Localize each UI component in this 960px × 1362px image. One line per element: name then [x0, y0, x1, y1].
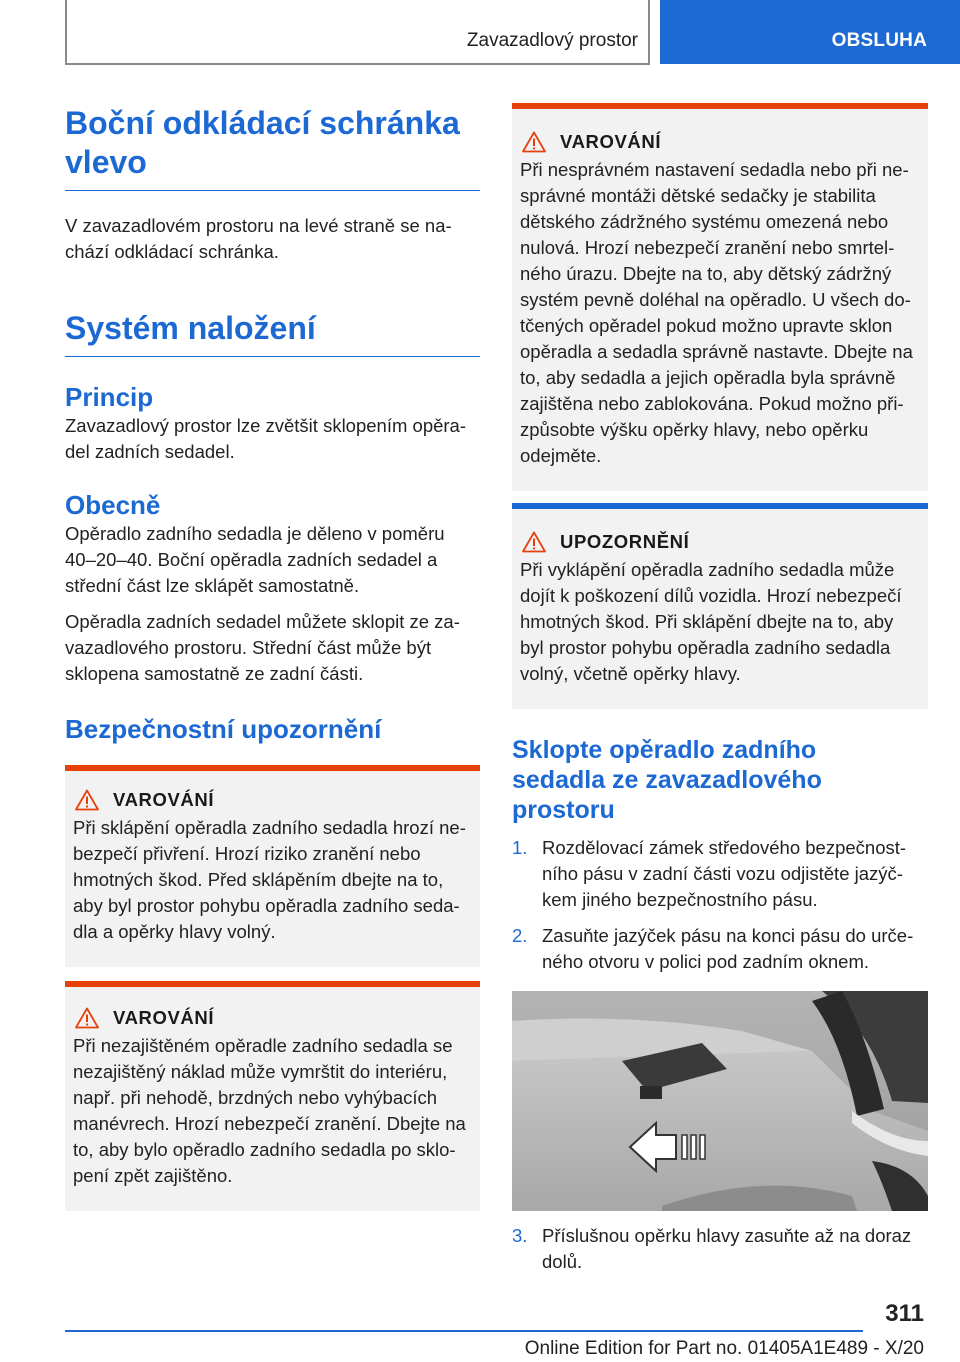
principle-paragraph: Zavazadlový prostor lze zvětšit sklopením opěra-del zadních sedadel. — [65, 415, 467, 462]
heading-side-compartment: Boční odkládací schránka vlevo — [65, 105, 460, 180]
step-number: 2. — [512, 925, 528, 946]
notice-box — [512, 503, 928, 709]
header-chapter-label: OBSLUHA — [831, 30, 927, 51]
list-item — [512, 835, 928, 913]
heading-rule — [65, 356, 480, 357]
right-column — [512, 103, 928, 1275]
list-item — [512, 1223, 928, 1275]
heading-safety: Bezpečnostní upozornění — [65, 714, 382, 744]
heading-loading-system: Systém naložení — [65, 310, 316, 346]
warning-triangle-icon — [522, 531, 546, 553]
header-section-title: Zavazadlový prostor — [466, 30, 638, 51]
notice-text: Při vyklápění opěradla zadního sedadla může dojít k poškození dílů vozidla. Hrozí nebezpečí hmotných škod. Při sklápění dbejte na to, aby byl prostor pohybu opěradla zadního sedadla volný, včetně opěrky hlavy. — [520, 559, 902, 684]
warning-text: Při sklápění opěradla zadního sedadla hrozí ne-bezpečí přivření. Hrozí riziko zranění nebo hmotných škod. Před sklápěním dbejte na to, aby byl prostor pohybu opěradla zadního seda-dla a opěrky hlavy volný. — [73, 817, 466, 942]
warning-title: VAROVÁNÍ — [73, 1007, 470, 1029]
belt-tongue-photo — [512, 991, 928, 1211]
footer-edition: Online Edition for Part no. 01405A1E489 - X/20 — [524, 1338, 924, 1359]
photo-illustration — [512, 991, 928, 1211]
warning-text: Při nezajištěném opěradle zadního sedadla se nezajištěný náklad může vymrštit do interiéru, např. při nehodě, brzdných nebo vyhýbacích manévrech. Hrozí nebezpečí zranění. Dbejte na to, aby bylo opěradlo zadního sedadla po sklo-pení zpět zajištěno. — [73, 1035, 466, 1186]
left-column — [65, 100, 480, 1211]
header-rule-left — [65, 0, 67, 64]
warning-text: Při nesprávném nastavení sedadla nebo při ne-správné montáži dětské sedačky je stabilita dětského zádržného systému omezená nebo nulová. Hrozí nebezpečí zranění nebo smrtel-ného úrazu. Dbejte na to, aby dětský zádržný systém pevně doléhal na opěradlo. U všech do-tčených opěradel pokud možno upravte sklon opěradla a sedadla správně nastavte. Dbejte na to, aby sedadla a jejich opěradla byla správně zajištěna nebo zablokována. Pokud možno při-způsobte výšku opěrky hlavy, nebo opěrku odejměte. — [520, 159, 913, 466]
warning-triangle-icon — [75, 1007, 99, 1029]
warning-box — [65, 981, 480, 1211]
header-chapter-tab[interactable] — [660, 0, 960, 64]
header-rule-right — [648, 0, 650, 64]
step-text: Rozdělovací zámek středového bezpečnost-ního pásu v zadní části vozu odjistěte jazýč-kem jiného bezpečnostního pásu. — [542, 837, 907, 910]
notice-title: UPOZORNĚNÍ — [520, 531, 918, 553]
heading-fold-backrest: Sklopte opěradlo zadního sedadla ze zavazadlového prostoru — [512, 736, 822, 824]
general-paragraph-2: Opěradla zadních sedadel můžete sklopit ze za-vazadlového prostoru. Střední část může být sklopena samostatně ze zadní části. — [65, 611, 460, 684]
warning-triangle-icon — [522, 131, 546, 153]
steps-list — [512, 835, 928, 975]
heading-general: Obecně — [65, 490, 161, 520]
list-item — [512, 923, 928, 975]
warning-title: VAROVÁNÍ — [520, 131, 918, 153]
heading-principle: Princip — [65, 382, 154, 412]
header-rule-bottom — [65, 63, 650, 65]
step-text: Příslušnou opěrku hlavy zasuňte až na doraz dolů. — [542, 1225, 912, 1272]
warning-box — [65, 765, 480, 967]
intro-paragraph: V zavazadlovém prostoru na levé straně se na-chází odkládací schránka. — [65, 215, 452, 262]
step-number: 1. — [512, 837, 528, 858]
heading-rule — [65, 190, 480, 191]
general-paragraph-1: Opěradlo zadního sedadla je děleno v poměru 40–20–40. Boční opěradla zadních sedadel a střední část lze sklápět samostatně. — [65, 523, 445, 596]
steps-list-continued — [512, 1223, 928, 1275]
step-text: Zasuňte jazýček pásu na konci pásu do urče-ného otvoru v polici pod zadním oknem. — [542, 925, 914, 972]
warning-triangle-icon — [75, 789, 99, 811]
warning-title: VAROVÁNÍ — [73, 789, 470, 811]
warning-box — [512, 103, 928, 491]
step-number: 3. — [512, 1225, 528, 1246]
page-number: 311 — [885, 1300, 924, 1327]
footer-rule — [65, 1330, 863, 1332]
